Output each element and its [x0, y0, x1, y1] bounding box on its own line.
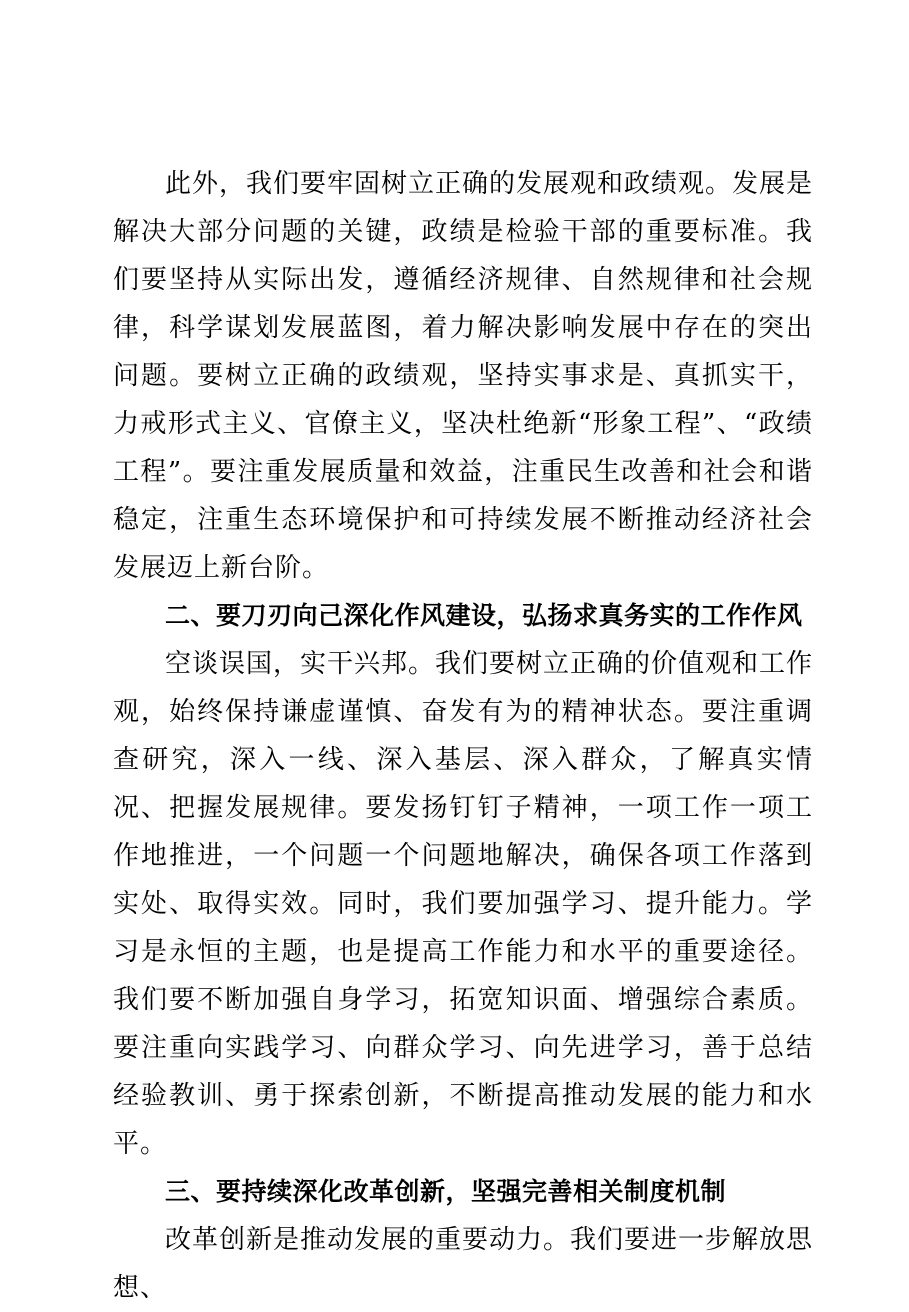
- body-paragraph: 此外，我们要牢固树立正确的发展观和政绩观。发展是解决大部分问题的关键，政绩是检验干部的重要标准。我们要坚持从实际出发，遵循经济规律、自然规律和社会规律，科学谋划发展蓝图，着力解决影响发展中存在的突出问题。要树立正确的政绩观，坚持实事求是、真抓实干，力戒形式主义、官僚主义，坚决杜绝新“形象工程”、“政绩工程”。要注重发展质量和效益，注重民生改善和社会和谐稳定，注重生态环境保护和可持续发展不断推动经济社会发展迈上新台阶。: [113, 169, 814, 583]
- section-heading: 三、要持续深化改革创新，坚强完善相关制度机制: [165, 1177, 727, 1206]
- document-body: [113, 160, 813, 1312]
- body-paragraph: 改革创新是推动发展的重要动力。我们要进一步解放思想、: [113, 1225, 814, 1303]
- body-paragraph: 空谈误国，实干兴邦。我们要树立正确的价值观和工作观，始终保持谦虚谨慎、奋发有为的精神状态。要注重调查研究，深入一线、深入基层、深入群众，了解真实情况、把握发展规律。要发扬钉钉子精神，一项工作一项工作地推进，一个问题一个问题地解决，确保各项工作落到实处、取得实效。同时，我们要加强学习、提升能力。学习是永恒的主题，也是提高工作能力和水平的重要途径。我们要不断加强自身学习，拓宽知识面、增强综合素质。要注重向实践学习、向群众学习、向先进学习，善于总结经验教训、勇于探索创新，不断提高推动发展的能力和水平。: [113, 649, 814, 1159]
- section-heading: 二、要刀刃向己深化作风建设，弘扬求真务实的工作作风: [165, 601, 803, 630]
